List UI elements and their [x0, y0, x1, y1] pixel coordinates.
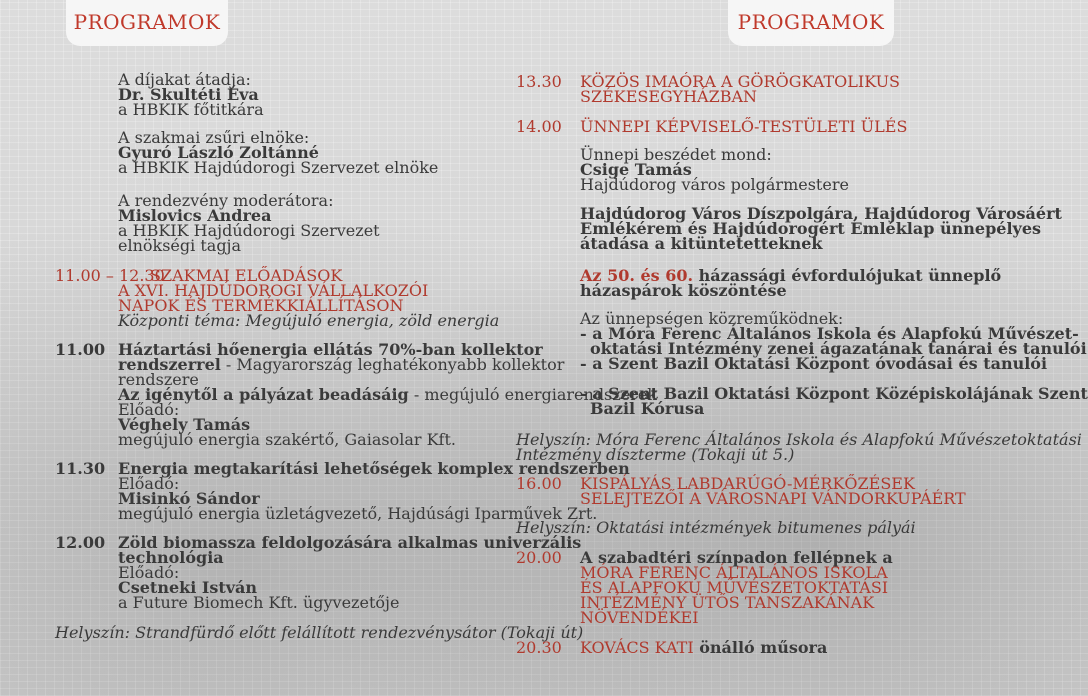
- e2-award1: Hajdúdorog Város Díszpolgára, Hajdúdorog Városáért: [580, 204, 1062, 223]
- moderator-role2: elnökségi tagja: [118, 236, 242, 255]
- e1-title1: KÖZÖS IMAÓRA A GÖRÖGKATOLIKUS: [580, 72, 901, 91]
- session-title2: A XVI. HAJDÚDOROGI VÁLLALKOZÓI: [118, 281, 429, 300]
- e4-title2: MÓRA FERENC ÁLTALÁNOS ISKOLA: [580, 563, 888, 582]
- jury-role: a HBKIK Hajdúdorogi Szervezet elnöke: [118, 158, 439, 177]
- talk3-presenter: Csetneki István: [118, 578, 258, 597]
- e3-title2: SELEJTEZŐI A VÁROSNAPI VÁNDORKUPÁÉRT: [580, 489, 966, 508]
- talk3-role: a Future Biomech Kft. ügyvezetője: [118, 593, 400, 612]
- e2-award2: Emlékérem és Hajdúdorogért Emléklap ünnepélyes: [580, 219, 1042, 238]
- talk3-title1: Zöld biomassza feldolgozására alkalmas univerzális: [118, 533, 582, 552]
- page-title-left: PROGRAMOK: [73, 10, 221, 34]
- e2-anniv2: házaspárok köszöntése: [580, 281, 787, 300]
- e2-location1: Helyszín: Móra Ferenc Általános Iskola és Alapfokú Művészetoktatási: [516, 430, 1082, 449]
- e4-title5: NÖVENDÉKEI: [580, 608, 699, 627]
- session-time: 11.00 – 12.30: [55, 266, 165, 285]
- header-right: [728, 0, 894, 46]
- talk1-title2: rendszerrel - Magyarország leghatékonyabb kollektor: [118, 355, 565, 374]
- e2-perf1b: oktatási Intézmény zenei ágazatának tanárai és tanulói: [590, 339, 1087, 358]
- talk1-title1: Háztartási hőenergia ellátás 70%-ban kollektor: [118, 340, 543, 359]
- talk2-title: Energia megtakarítási lehetőségek komplex rendszerben: [118, 459, 630, 478]
- e2-perf2: - a Szent Bazil Oktatási Központ óvodásai és tanulói: [580, 354, 1048, 373]
- e1-time: 13.30: [516, 72, 562, 91]
- awards-role: a HBKIK főtitkára: [118, 100, 264, 119]
- e2-title: ÜNNEPI KÉPVISELŐ-TESTÜLETI ÜLÉS: [580, 117, 908, 136]
- talk2-role: megújuló energia üzletágvezető, Hajdúsági Iparművek Zrt.: [118, 504, 598, 523]
- session-title1: SZAKMAI ELŐADÁSOK: [150, 266, 343, 285]
- e2-perf3a: - a Szent Bazil Oktatási Központ Középiskolájának Szent: [580, 384, 1088, 403]
- e2-time: 14.00: [516, 117, 562, 136]
- talk2-presenter-label: Előadó:: [118, 474, 180, 493]
- talk1-presenter: Véghely Tamás: [118, 415, 251, 434]
- awards-intro: A díjakat átadja:: [118, 70, 251, 89]
- jury-name: Gyuró László Zoltánné: [118, 143, 319, 162]
- header-left: [66, 0, 228, 46]
- e2-location2: Intézmény díszterme (Tokaji út 5.): [516, 445, 795, 464]
- page-title-right: PROGRAMOK: [737, 10, 885, 34]
- e3-time: 16.00: [516, 474, 562, 493]
- talk1-title4: Az igénytől a pályázat beadásáig - megújuló energiarendszerek: [118, 385, 657, 404]
- e2-speaker: Csige Tamás: [580, 160, 692, 179]
- talk1-presenter-label: Előadó:: [118, 400, 180, 419]
- e4-time: 20.00: [516, 548, 562, 567]
- talk3-time: 12.00: [55, 533, 106, 552]
- e4-title4: INTÉZMÉNY ÜTŐS TANSZAKÁNAK: [580, 593, 875, 612]
- moderator-role1: a HBKIK Hajdúdorogi Szervezet: [118, 221, 380, 240]
- e3-location: Helyszín: Oktatási intézmények bitumenes pályái: [516, 518, 916, 537]
- moderator-name: Mislovics Andrea: [118, 206, 272, 225]
- e5-title: KOVÁCS KATI önálló műsora: [580, 638, 828, 657]
- e2-perf3b: Bazil Kórusa: [590, 399, 705, 418]
- session-theme: Központi téma: Megújuló energia, zöld energia: [118, 311, 500, 330]
- e5-time: 20.30: [516, 638, 562, 657]
- e1-title2: SZÉKESEGYHÁZBAN: [580, 87, 758, 106]
- e2-speaker-role: Hajdúdorog város polgármestere: [580, 175, 849, 194]
- e2-anniv1: Az 50. és 60. házassági évfordulójukat ünneplő: [580, 266, 1002, 285]
- e4-title3: ÉS ALAPFOKÚ MŰVÉSZETOKTATÁSI: [580, 578, 889, 597]
- talk2-presenter: Misinkó Sándor: [118, 489, 260, 508]
- e3-title1: KISPÁLYÁS LABDARÚGÓ-MÉRKŐZÉSEK: [580, 474, 915, 493]
- talk2-time: 11.30: [55, 459, 106, 478]
- e4-title1: A szabadtéri színpadon fellépnek a: [580, 548, 893, 567]
- talk3-presenter-label: Előadó:: [118, 563, 180, 582]
- left-location: Helyszín: Strandfürdő előtt felállított rendezvénysátor (Tokaji út): [55, 623, 584, 642]
- awards-name: Dr. Skultéti Éva: [118, 85, 259, 104]
- e2-perf1a: - a Móra Ferenc Általános Iskola és Alapfokú Művészet-: [580, 324, 1079, 343]
- session-title3: NAPOK ÉS TERMÉKKIÁLLÍTÁSON: [118, 296, 404, 315]
- talk1-time: 11.00: [55, 340, 106, 359]
- e2-speech-label: Ünnepi beszédet mond:: [580, 145, 772, 164]
- moderator-intro: A rendezvény moderátora:: [118, 191, 334, 210]
- jury-intro: A szakmai zsűri elnöke:: [118, 128, 310, 147]
- e2-award3: átadása a kitüntetetteknek: [580, 234, 823, 253]
- talk3-title2: technológia: [118, 548, 224, 567]
- talk1-role: megújuló energia szakértő, Gaiasolar Kft.: [118, 430, 456, 449]
- e2-performers-label: Az ünnepségen közreműködnek:: [580, 309, 844, 328]
- talk1-title3: rendszere: [118, 370, 199, 389]
